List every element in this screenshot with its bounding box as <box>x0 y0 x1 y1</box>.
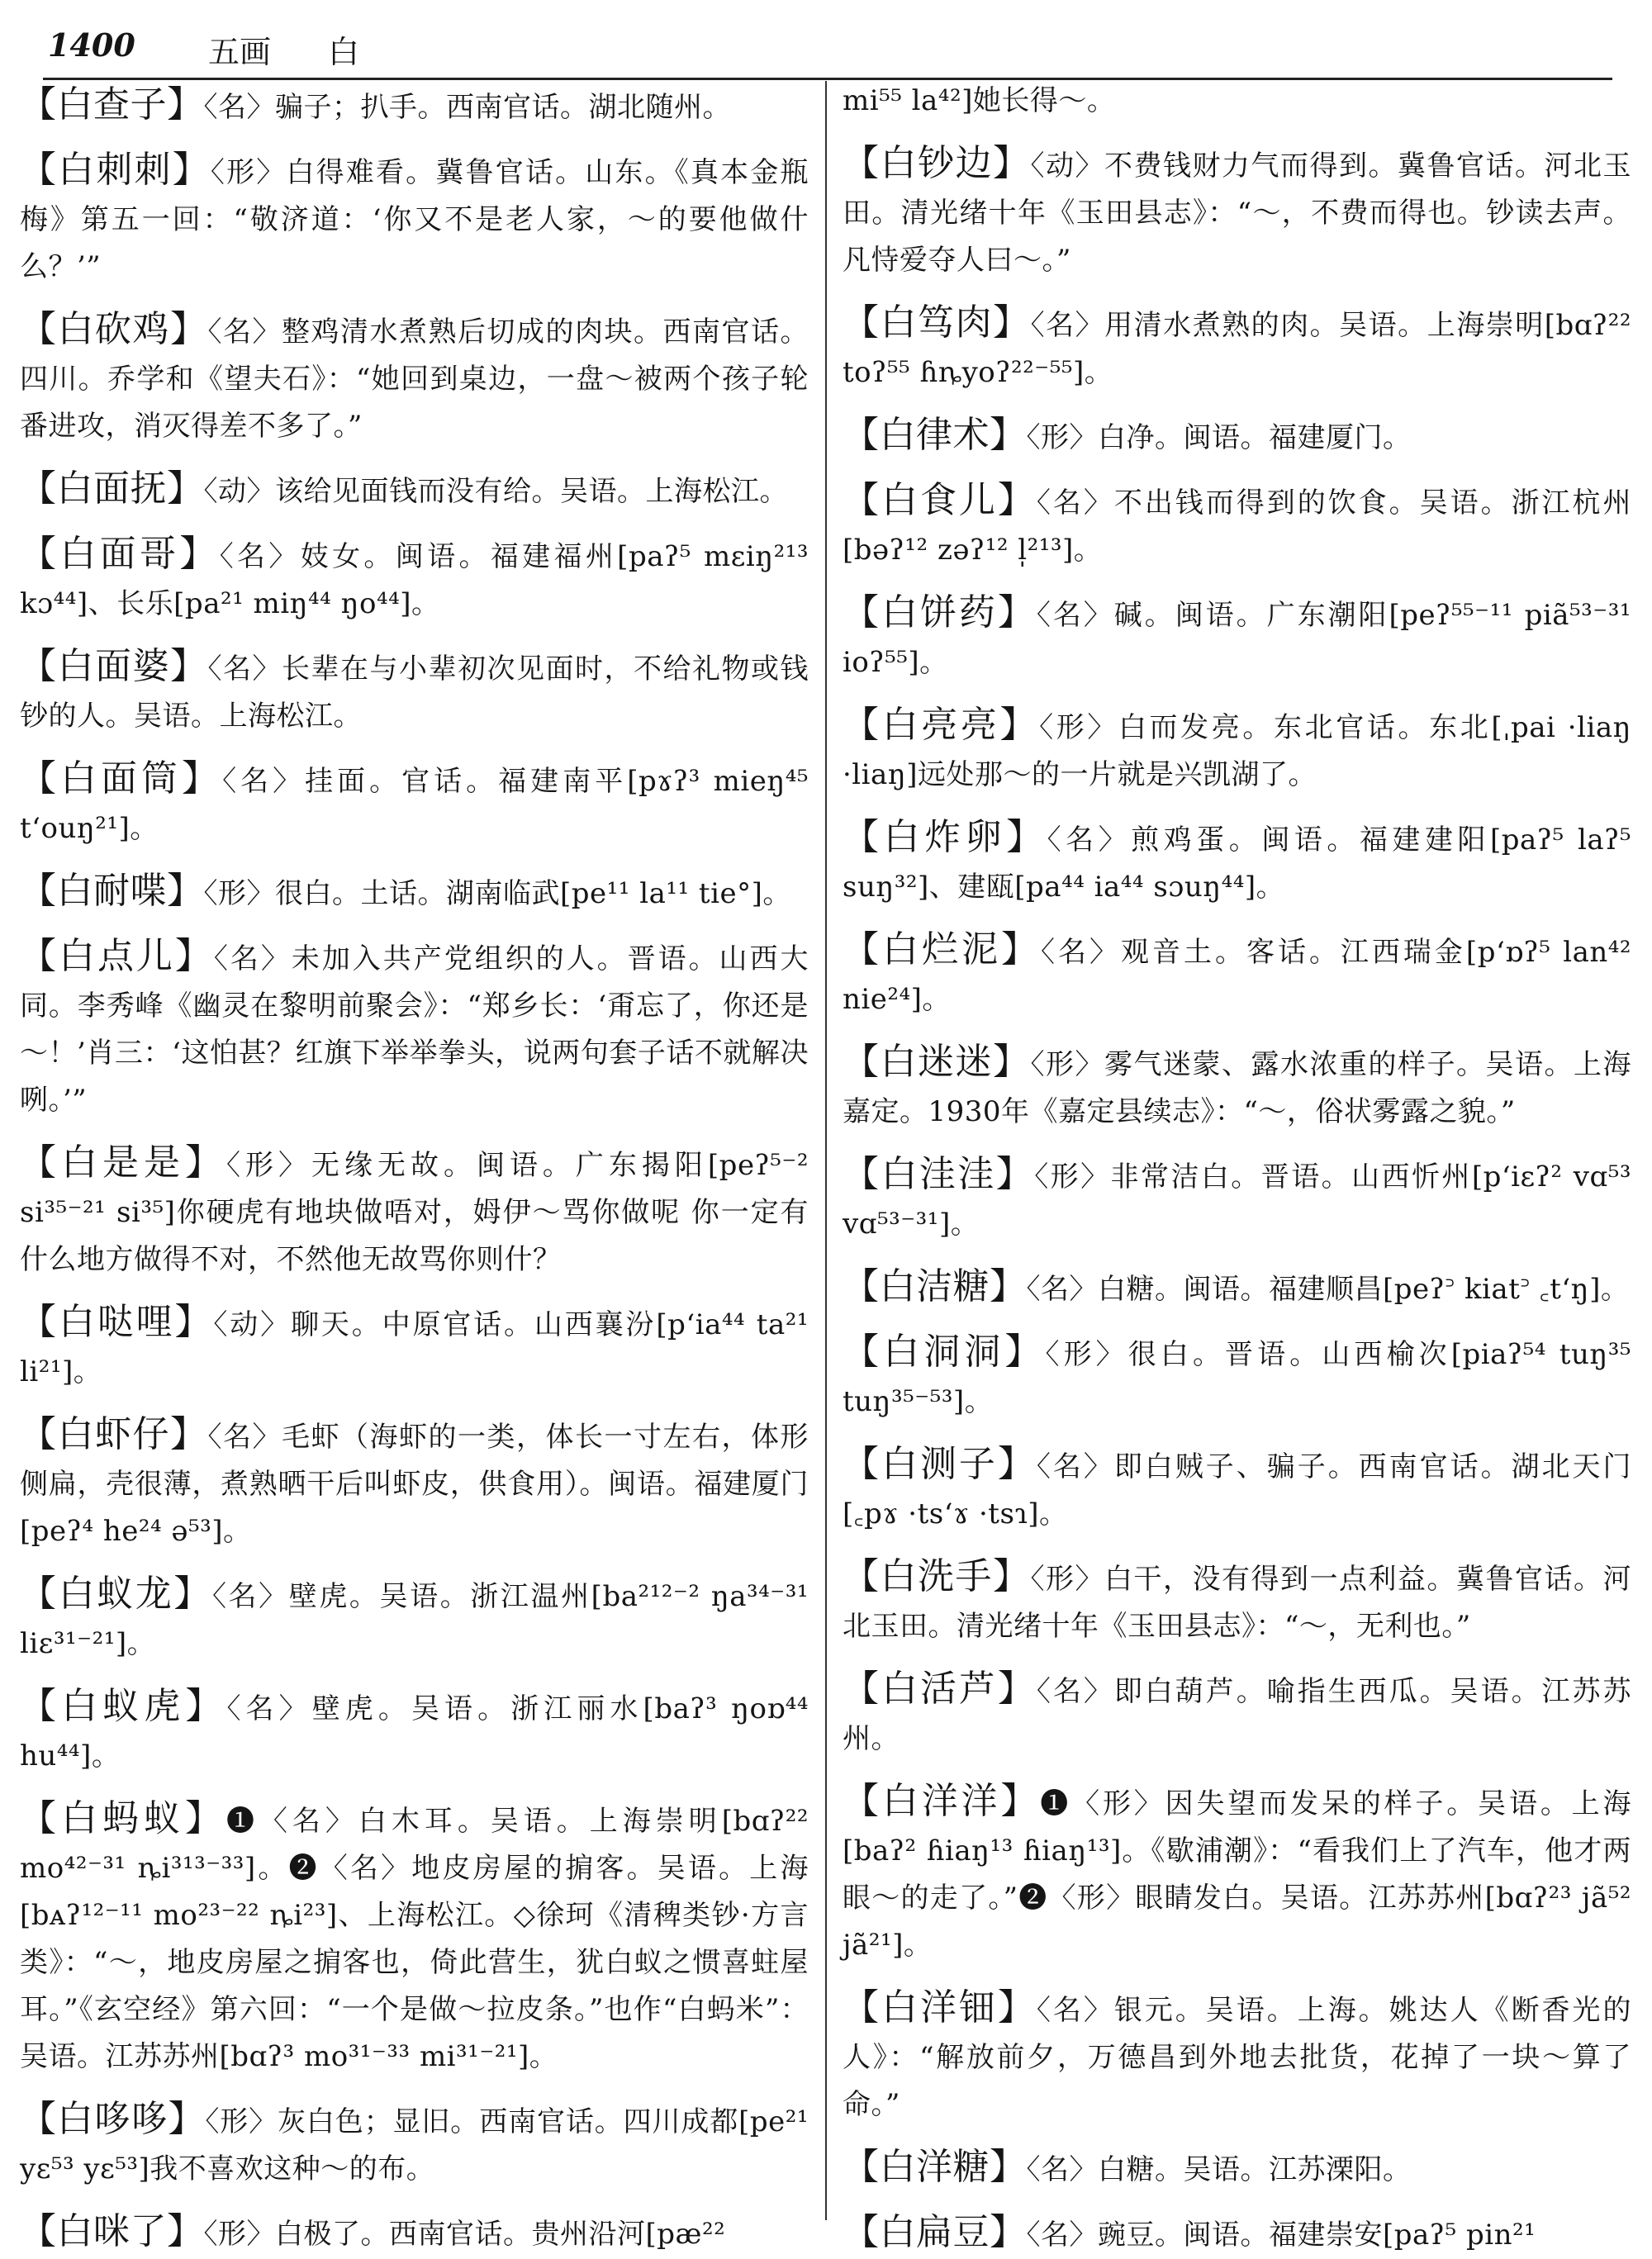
stroke-section: 五画 <box>208 34 272 70</box>
page-number: 1400 <box>48 26 135 64</box>
entry-definition: 〈名〉长辈在与小辈初次见面时，不给礼物或钱钞的人。吴语。上海松江。 <box>20 653 809 733</box>
dictionary-entry <box>20 643 809 740</box>
entry-definition: 〈名〉观音土。客话。江西瑞金[p‘ɒʔ⁵ lan⁴² nie²⁴]。 <box>843 936 1631 1016</box>
entry-headword: 【白迷迷】 <box>843 1041 1031 1083</box>
entry-definition: 〈名〉整鸡清水煮熟后切成的肉块。西南官话。四川。乔学和《望夫石》：“她回到桌边，一盘～被两个孩子轮番进攻，消灭得差不多了。” <box>20 316 809 443</box>
entry-definition: ❶〈形〉因失望而发呆的样子。吴语。上海[baʔ² ɦiaŋ¹³ ɦiaŋ¹³]。《歇浦潮》：“看我们上了汽车，他才两眼～的走了。”❷〈形〉眼睛发白。吴语。江苏苏州[bɑʔ²³ jã⁵² jã²¹]。 <box>843 1787 1632 1962</box>
entry-headword: 【白咪了】 <box>20 2210 204 2252</box>
entry-definition: ❶〈名〉白木耳。吴语。上海崇明[bɑʔ²² mo⁴²⁻³¹ ȵi³¹³⁻³³]。❷〈名〉地皮房屋的掮客。吴语。上海[bᴀʔ¹²⁻¹¹ mo²³⁻²² ȵi²³]、上海松江。◇徐珂《清稗类钞·方言类》：“～，地皮房屋之掮客也，倚此营生，犹白蚁之惯喜蛀屋耳。”《玄空经》第六回：“一个是做～拉皮条。”也作“白蚂米”：吴语。江苏苏州[bɑʔ³ mo³¹⁻³³ mi³¹⁻²¹]。 <box>20 1805 809 2073</box>
entry-definition: 〈名〉用清水煮熟的肉。吴语。上海崇明[bɑʔ²² toʔ⁵⁵ ɦȵyoʔ²²⁻⁵⁵]。 <box>843 309 1632 389</box>
entry-headword: 【白洋糖】 <box>843 2146 1027 2188</box>
entry-definition: 〈形〉白而发亮。东北官话。东北[ˌpai ·liaŋ ·liaŋ]远处那～的一片就是兴凯湖了。 <box>843 711 1632 791</box>
dictionary-entry <box>843 140 1631 284</box>
entry-definition: 〈名〉不出钱而得到的饮食。吴语。浙江杭州[bəʔ¹² zəʔ¹² l̩²¹³]。 <box>843 486 1632 567</box>
dictionary-entry <box>20 1298 809 1396</box>
dictionary-entry <box>843 411 1631 462</box>
dictionary-entry <box>20 2095 809 2193</box>
entry-headword: 【白笃肉】 <box>843 301 1031 344</box>
entry-headword: 【白饼药】 <box>843 591 1037 634</box>
entry-headword: 【白食儿】 <box>843 479 1037 521</box>
dictionary-entry <box>20 755 809 852</box>
entry-definition: 〈名〉毛虾（海虾的一类，体长一寸左右，体形侧扁，壳很薄，煮熟晒干后叫虾皮，供食用）。闽语。福建厦门[peʔ⁴ he²⁴ ə⁵³]。 <box>20 1421 809 1548</box>
dictionary-entry <box>20 933 809 1124</box>
dictionary-entry <box>843 1038 1631 1136</box>
entry-definition: 〈形〉很白。晋语。山西榆次[piaʔ⁵⁴ tuŋ³⁵ tuŋ³⁵⁻⁵³]。 <box>843 1338 1632 1418</box>
dictionary-entry <box>843 1665 1631 1763</box>
column-divider <box>825 81 827 2220</box>
entry-definition: 〈名〉骗子；扒手。西南官话。湖北随州。 <box>203 91 731 124</box>
entry-headword: 【白律术】 <box>843 414 1027 456</box>
dictionary-entry <box>20 2208 809 2258</box>
entry-headword: 【白测子】 <box>843 1443 1037 1485</box>
dictionary-entry <box>843 477 1631 574</box>
entry-definition: 〈形〉很白。土话。湖南临武[pe¹¹ la¹¹ tie°]。 <box>203 877 791 910</box>
entry-definition: 〈名〉壁虎。吴语。浙江丽水[baʔ³ ŋoɒ⁴⁴ hu⁴⁴]。 <box>20 1692 809 1773</box>
entry-definition: 〈形〉白干，没有得到一点利益。冀鲁官话。河北玉田。清光绪十年《玉田县志》：“～，无利也。” <box>843 1563 1631 1643</box>
entry-headword: 【白钞边】 <box>843 142 1031 184</box>
entry-definition: 〈动〉不费钱财力气而得到。冀鲁官话。河北玉田。清光绪十年《玉田县志》：“～，不费而得也。钞读去声。凡恃爱夺人曰～。” <box>843 149 1631 277</box>
entry-headword: 【白点儿】 <box>20 935 214 977</box>
entry-headword: 【白洋钿】 <box>843 1986 1037 2029</box>
entry-definition: 〈形〉灰白色；显旧。西南官话。四川成都[pe²¹ yɛ⁵³ yɛ⁵³]我不喜欢这种～的布。 <box>20 2105 809 2185</box>
entry-definition: 〈形〉无缘无故。闽语。广东揭阳[peʔ⁵⁻² si³⁵⁻²¹ si³⁵]你硬虎有地块做唔对，姆伊～骂你做呢 你一定有什么地方做得不对，不然他无故骂你则什？ <box>20 1149 809 1276</box>
entry-headword: 【白洼洼】 <box>843 1153 1035 1195</box>
entry-headword: 【白扁豆】 <box>843 2211 1027 2253</box>
entry-headword: 【白面哥】 <box>20 533 220 575</box>
entry-definition: 〈名〉即白葫芦。喻指生西瓜。吴语。江苏苏州。 <box>843 1675 1632 1755</box>
dictionary-entry <box>20 1139 809 1284</box>
dictionary-entry <box>20 306 809 450</box>
entry-definition: 〈名〉豌豆。闽语。福建崇安[paʔ⁵ pin²¹ <box>1026 2219 1536 2252</box>
dictionary-entry <box>843 1440 1631 1538</box>
dictionary-entry <box>20 1570 809 1668</box>
entry-headword: 【白砍鸡】 <box>20 308 208 350</box>
dictionary-entry <box>843 1984 1631 2128</box>
entry-headword: 【白蚁虎】 <box>20 1685 227 1727</box>
entry-definition: 〈形〉雾气迷蒙、露水浓重的样子。吴语。上海嘉定。1930年《嘉定县续志》：“～，俗状雾露之貌。” <box>843 1048 1631 1128</box>
entry-headword: 【白哒哩】 <box>20 1301 214 1343</box>
entry-definition: 〈名〉碱。闽语。广东潮阳[peʔ⁵⁵⁻¹¹ piã⁵³⁻³¹ ioʔ⁵⁵]。 <box>843 599 1632 679</box>
entry-definition: 〈名〉未加入共产党组织的人。晋语。山西大同。李秀峰《幽灵在黎明前聚会》：“郑乡长：‘甭忘了，你还是～！’肖三：‘这怕甚？红旗下举举拳头，说两句套子话不就解决咧。’” <box>20 942 809 1117</box>
entry-headword: 【白哆哆】 <box>20 2098 206 2140</box>
entry-definition: 〈名〉煎鸡蛋。闽语。福建建阳[paʔ⁵ laʔ⁵ suŋ³²]、建瓯[pa⁴⁴ ia⁴⁴ sɔuŋ⁴⁴]。 <box>843 823 1632 904</box>
dictionary-entry <box>20 81 809 131</box>
dictionary-entry <box>20 465 809 515</box>
entry-headword: 【白洗手】 <box>843 1555 1031 1597</box>
entry-definition: 〈形〉白净。闽语。福建厦门。 <box>1026 421 1412 454</box>
entry-definition: 〈名〉白糖。吴语。江苏溧阳。 <box>1026 2153 1412 2186</box>
page-header <box>43 18 1612 80</box>
dictionary-entry <box>843 1777 1631 1969</box>
entry-definition: 〈形〉非常洁白。晋语。山西忻州[p‘iɛʔ² vɑ⁵³ vɑ⁵³⁻³¹]。 <box>843 1160 1632 1241</box>
entry-headword: 【白烂泥】 <box>843 928 1041 971</box>
dictionary-entry <box>20 1411 809 1555</box>
entry-definition: 〈动〉聊天。中原官话。山西襄汾[p‘ia⁴⁴ ta²¹ li²¹]。 <box>20 1308 809 1388</box>
entry-definition: 〈名〉银元。吴语。上海。姚达人《断香光的人》：“解放前夕，万德昌到外地去批货，花掉了一块～算了命。” <box>843 1994 1632 2121</box>
entry-headword: 【白是是】 <box>20 1141 226 1184</box>
radical-character: 白 <box>328 34 360 70</box>
dictionary-entry <box>843 1553 1631 1650</box>
dictionary-entry <box>20 530 809 628</box>
left-column <box>20 81 809 2252</box>
entry-headword: 【白面婆】 <box>20 645 208 687</box>
entry-definition: mi⁵⁵ la⁴²]她长得～。 <box>843 84 1116 117</box>
dictionary-entry <box>843 1328 1631 1426</box>
dictionary-entry <box>843 701 1631 799</box>
entry-definition: 〈动〉该给见面钱而没有给。吴语。上海松江。 <box>203 475 788 508</box>
entry-headword: 【白面筒】 <box>20 757 223 800</box>
entry-headword: 【白面抚】 <box>20 467 204 510</box>
entry-headword: 【白活芦】 <box>843 1668 1037 1710</box>
dictionary-entry <box>843 1263 1631 1313</box>
dictionary-entry <box>843 589 1631 686</box>
dictionary-entry <box>20 1795 809 2081</box>
entry-headword: 【白查子】 <box>20 83 204 126</box>
dictionary-entry <box>20 867 809 918</box>
dictionary-entry <box>843 299 1631 396</box>
entry-definition: 〈名〉白糖。闽语。福建顺昌[peʔ꜄ kiat꜄ ꜀t‘ŋ]。 <box>1026 1273 1630 1306</box>
dictionary-entry <box>843 1151 1631 1248</box>
dictionary-entry <box>20 1682 809 1780</box>
dictionary-entry <box>843 926 1631 1023</box>
entry-headword: 【白洋洋】 <box>843 1780 1041 1822</box>
entry-headword: 【白洞洞】 <box>843 1331 1046 1373</box>
dictionary-entry <box>843 78 1631 125</box>
entry-definition: 〈名〉即白贼子、骗子。西南官话。湖北天门[꜀pɤ ·ts‘ɤ ·tsɿ]。 <box>843 1450 1632 1531</box>
entry-headword: 【白刺刺】 <box>20 149 211 191</box>
entry-headword: 【白蚁龙】 <box>20 1573 212 1615</box>
entry-headword: 【白洁糖】 <box>843 1265 1027 1307</box>
entry-headword: 【白耐喋】 <box>20 870 204 912</box>
entry-headword: 【白亮亮】 <box>843 704 1040 746</box>
entry-definition: 〈名〉妓女。闽语。福建福州[paʔ⁵ mɛiŋ²¹³ kɔ⁴⁴]、长乐[pa²¹ miŋ⁴⁴ ŋo⁴⁴]。 <box>20 540 809 620</box>
entry-definition: 〈形〉白极了。西南官话。贵州沿河[pæ²² <box>203 2218 726 2251</box>
entry-headword: 【白虾仔】 <box>20 1413 208 1455</box>
right-column <box>843 81 1632 2253</box>
entry-definition: 〈名〉壁虎。吴语。浙江温州[ba²¹²⁻² ŋa³⁴⁻³¹ liɛ³¹⁻²¹]。 <box>20 1580 809 1660</box>
dictionary-entry <box>843 814 1631 911</box>
dictionary-entry <box>843 2209 1631 2259</box>
entry-headword: 【白炸卵】 <box>843 816 1047 858</box>
entry-definition: 〈名〉挂面。官话。福建南平[pɤʔ³ mieŋ⁴⁵ t‘ouŋ²¹]。 <box>20 765 809 845</box>
entry-definition: 〈形〉白得难看。冀鲁官话。山东。《真本金瓶梅》第五一回：“敬济道：‘你又不是老人家，～的要他做什么？’” <box>20 156 809 283</box>
entry-headword: 【白蚂蚁】 <box>20 1797 226 1839</box>
dictionary-entry <box>843 2143 1631 2194</box>
dictionary-entry <box>20 146 809 291</box>
